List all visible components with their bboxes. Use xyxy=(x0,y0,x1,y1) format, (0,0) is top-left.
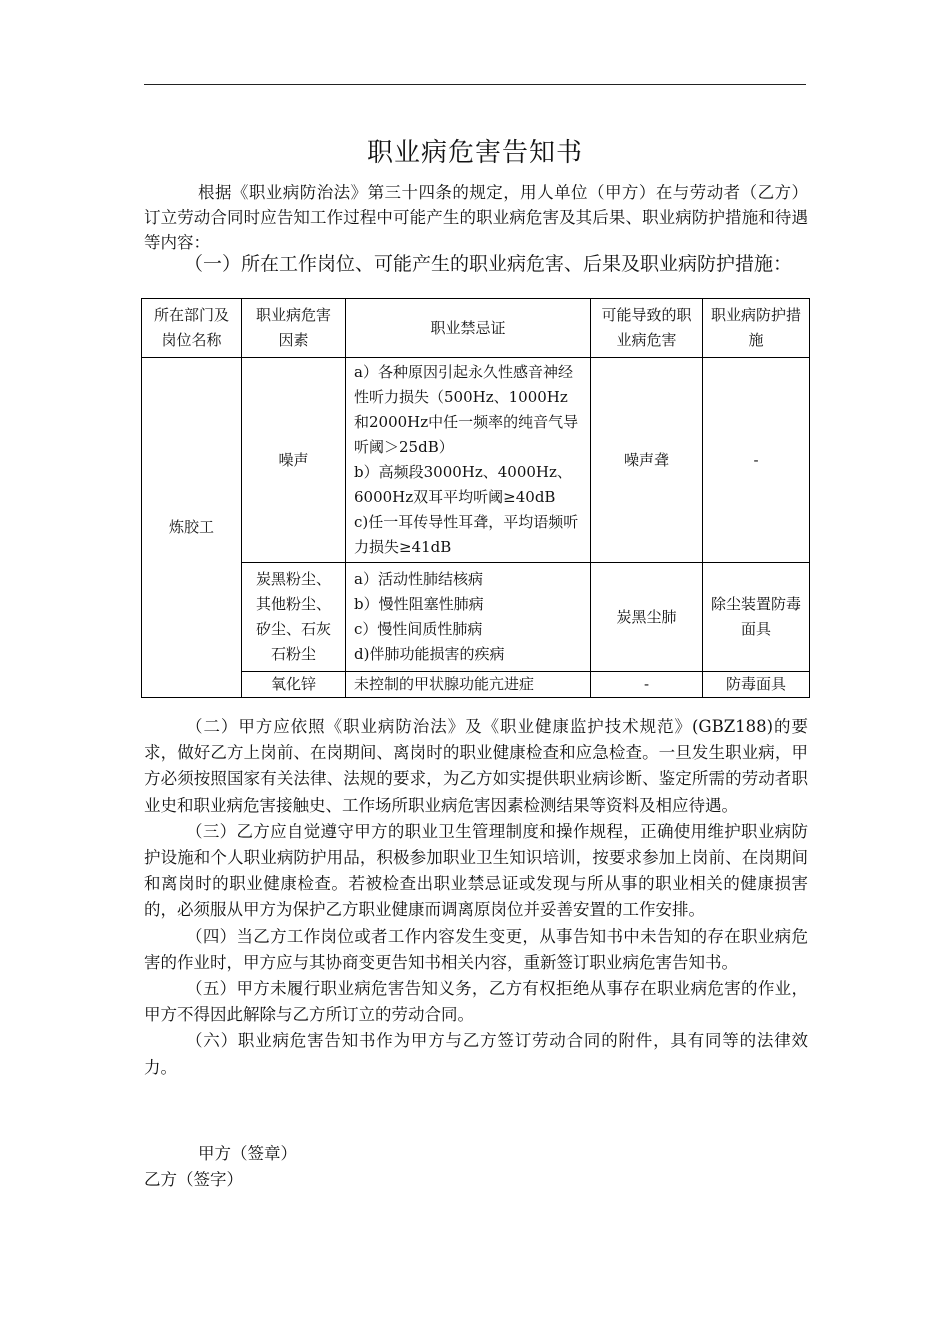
table-row xyxy=(142,358,810,563)
disease-cell: 炭黑尘肺 xyxy=(591,563,703,672)
paragraph-3: （三）乙方应自觉遵守甲方的职业卫生管理制度和操作规程，正确使用维护职业病防护设施和个人职业病防护用品，积极参加职业卫生知识培训，按要求参加上岗前、在岗期间和离岗时的职业健康检查。若被检查出职业禁忌证或发现与所从事的职业相关的健康损害的，必须服从甲方为保护乙方职业健康而调离原岗位并妥善安置的工作安排。 xyxy=(144,821,808,920)
factor-cell: 氧化锌 xyxy=(242,672,346,698)
paragraph-5: （五）甲方未履行职业病危害告知义务，乙方有权拒绝从事存在职业病危害的作业，甲方不得因此解除与乙方所订立的劳动合同。 xyxy=(144,979,808,1025)
factor-cell: 噪声 xyxy=(242,358,346,563)
contraindication-item: d)伴肺功能损害的疾病 xyxy=(354,645,505,663)
disease-cell: - xyxy=(591,672,703,698)
party-b-signature: 乙方（签字） xyxy=(144,1170,243,1189)
paragraph-4: （四）当乙方工作岗位或者工作内容发生变更，从事告知书中未告知的存在职业病危害的作业时，甲方应与其协商变更告知书相关内容，重新签订职业病危害告知书。 xyxy=(144,926,808,972)
intro-paragraph: 根据《职业病防治法》第三十四条的规定，用人单位（甲方）在与劳动者（乙方）订立劳动合同时应告知工作过程中可能产生的职业病危害及其后果、职业病防护措施和待遇等内容： xyxy=(144,183,808,252)
party-a-signature: 甲方（签章） xyxy=(198,1144,297,1163)
header-dept: 所在部门及岗位名称 xyxy=(142,299,242,358)
header-factor: 职业病危害因素 xyxy=(242,299,346,358)
paragraph-2: （二）甲方应依照《职业病防治法》及《职业健康监护技术规范》(GBZ188)的要求，做好乙方上岗前、在岗期间、离岗时的职业健康检查和应急检查。一旦发生职业病，甲方必须按照国家有关法律、法规的要求，为乙方如实提供职业病诊断、鉴定所需的劳动者职业史和职业病危害接触史、工作场所职业病危害因素检测结果等资料及相应待遇。 xyxy=(144,717,808,815)
header-disease: 可能导致的职业病危害 xyxy=(591,299,703,358)
paragraph-6: （六）职业病危害告知书作为甲方与乙方签订劳动合同的附件，具有同等的法律效力。 xyxy=(144,1031,808,1077)
table-header-row xyxy=(142,299,810,358)
header-contraindication: 职业禁忌证 xyxy=(346,299,591,358)
protection-cell: 除尘装置防毒面具 xyxy=(703,563,810,672)
header-rule xyxy=(144,84,806,85)
header-protection: 职业病防护措施 xyxy=(703,299,810,358)
hazard-table xyxy=(141,298,810,698)
contraindication-item: 未控制的甲状腺功能亢进症 xyxy=(354,675,535,693)
disease-cell: 噪声聋 xyxy=(591,358,703,563)
contraindication-item: a）活动性肺结核病 xyxy=(354,570,483,588)
contraindication-cell xyxy=(346,672,591,698)
contraindication-cell xyxy=(346,563,591,672)
contraindication-cell xyxy=(346,358,591,563)
table-row xyxy=(142,563,810,672)
contraindication-item: a）各种原因引起永久性感音神经性听力损失（500Hz、1000Hz和2000Hz中任一频率的纯音气导听阈＞25dB） xyxy=(354,363,579,456)
section1-heading: （一）所在工作岗位、可能产生的职业病危害、后果及职业病防护措施： xyxy=(184,253,793,275)
body-paragraphs xyxy=(144,714,808,1081)
factor-cell: 炭黑粉尘、其他粉尘、矽尘、石灰石粉尘 xyxy=(242,563,346,672)
table-row xyxy=(142,672,810,698)
protection-cell: - xyxy=(703,358,810,563)
contraindication-item: c)任一耳传导性耳聋，平均语频听力损失≥41dB xyxy=(354,513,579,556)
document-title: 职业病危害告知书 xyxy=(366,138,583,168)
contraindication-item: c）慢性间质性肺病 xyxy=(354,620,483,638)
contraindication-item: b）高频段3000Hz、4000Hz、6000Hz双耳平均听阈≥40dB xyxy=(354,463,572,506)
contraindication-item: b）慢性阻塞性肺病 xyxy=(354,595,484,613)
department-cell: 炼胶工 xyxy=(142,358,242,698)
protection-cell: 防毒面具 xyxy=(703,672,810,698)
